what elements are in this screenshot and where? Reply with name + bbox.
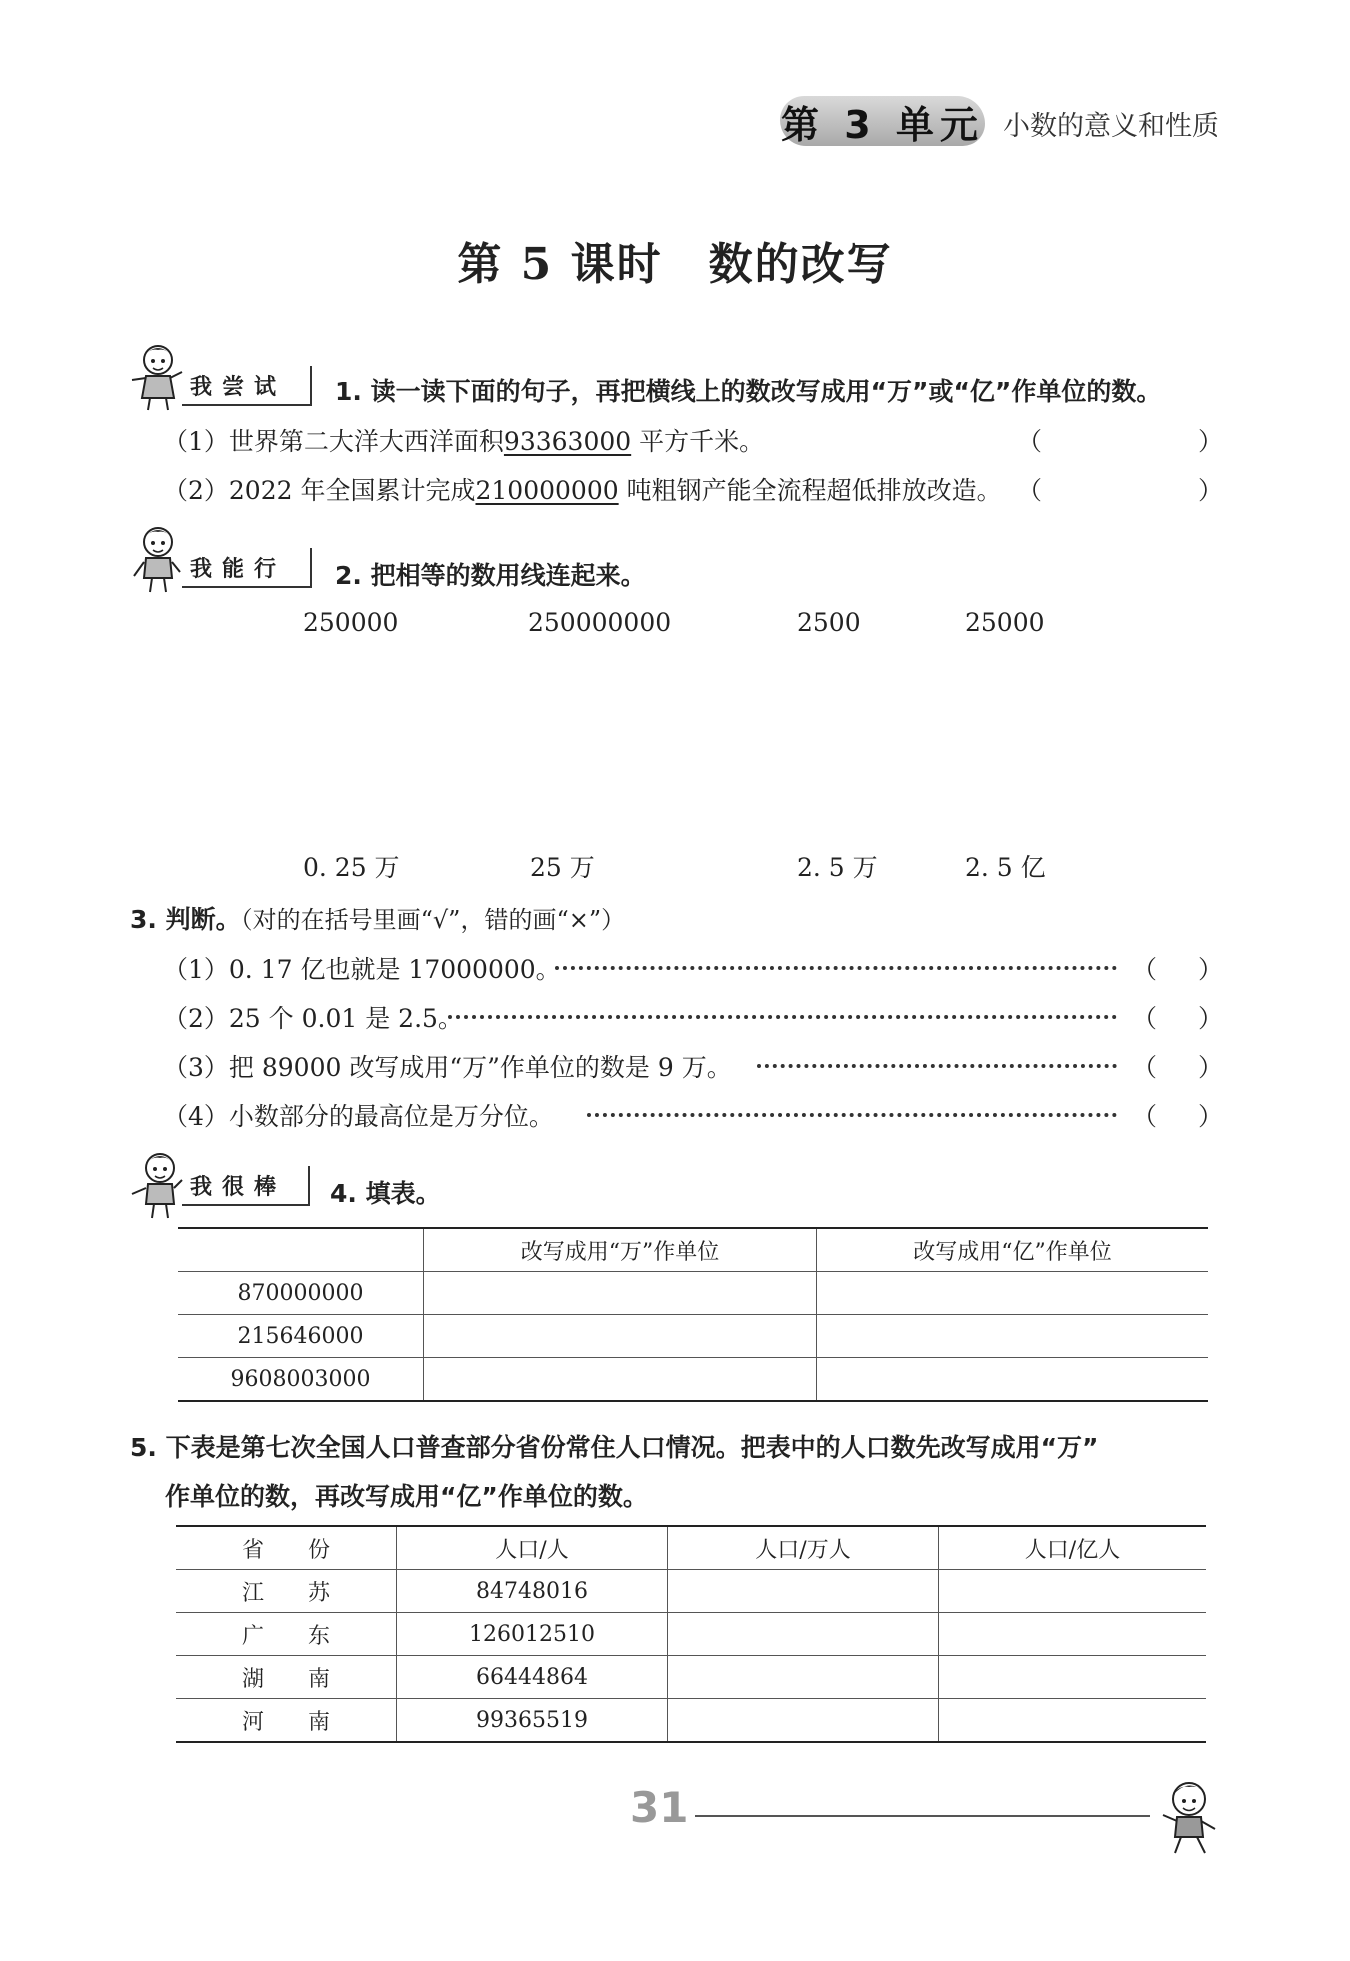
population-table	[176, 1525, 1206, 1743]
dot-leader	[587, 1113, 1117, 1117]
answer-cell[interactable]	[668, 1613, 939, 1656]
q1-item-2-close: ）	[1198, 476, 1224, 505]
q3-item-4-close: ）	[1198, 1102, 1224, 1131]
table-header-cell	[178, 1228, 424, 1272]
population-cell: 99365519	[397, 1699, 668, 1743]
table-header-row	[176, 1526, 1206, 1570]
answer-cell[interactable]	[424, 1315, 817, 1358]
table-cell-number: 870000000	[178, 1272, 424, 1315]
population-cell: 66444864	[397, 1656, 668, 1699]
dot-leader	[448, 1015, 1117, 1019]
q3-item-3-close: ）	[1198, 1053, 1224, 1082]
q3-item-2: （2）25 个 0.01 是 2.5。	[163, 1004, 463, 1033]
table-header-cell: 人口/万人	[668, 1526, 939, 1570]
q3-item-3: （3）把 89000 改写成用“万”作单位的数是 9 万。	[163, 1053, 732, 1082]
answer-cell[interactable]	[939, 1656, 1207, 1699]
population-cell: 126012510	[397, 1613, 668, 1656]
bottom-number: 0. 25 万	[303, 853, 400, 882]
population-cell: 84748016	[397, 1570, 668, 1613]
dot-leader	[555, 966, 1117, 970]
section-tag-try: 我尝试	[182, 366, 312, 406]
table-row	[178, 1358, 1208, 1402]
fill-table	[178, 1227, 1208, 1402]
answer-cell[interactable]	[817, 1358, 1209, 1402]
table-row	[176, 1613, 1206, 1656]
mascot-boy-icon	[1155, 1775, 1225, 1857]
table-row	[176, 1570, 1206, 1613]
table-header-row	[178, 1228, 1208, 1272]
table-row	[176, 1699, 1206, 1743]
table-header-cell: 人口/亿人	[939, 1526, 1207, 1570]
table-row	[178, 1315, 1208, 1358]
q3-item-4-open: （	[1132, 1102, 1158, 1131]
footer-rule	[695, 1815, 1150, 1817]
question-4: 4. 填表。	[330, 1179, 441, 1208]
q1-item-1-close: ）	[1198, 427, 1224, 456]
answer-cell[interactable]	[817, 1272, 1209, 1315]
top-number: 250000	[303, 608, 399, 637]
bottom-number: 25 万	[530, 853, 595, 882]
answer-cell[interactable]	[424, 1358, 817, 1402]
answer-cell[interactable]	[939, 1613, 1207, 1656]
section-tag-great: 我很棒	[182, 1166, 310, 1206]
q3-item-1: （1）0. 17 亿也就是 17000000。	[163, 955, 561, 984]
top-number: 25000	[965, 608, 1045, 637]
q3-item-1-open: （	[1132, 955, 1158, 984]
answer-cell[interactable]	[817, 1315, 1209, 1358]
page-number: 31	[630, 1783, 689, 1832]
table-header-cell: 人口/人	[397, 1526, 668, 1570]
mascot-girl-icon	[128, 340, 184, 412]
section-tag-can: 我能行	[182, 548, 312, 588]
q3-item-2-open: （	[1132, 1004, 1158, 1033]
q3-item-4: （4）小数部分的最高位是万分位。	[163, 1102, 554, 1131]
lesson-title: 第 5 课时 数的改写	[457, 239, 893, 290]
answer-cell[interactable]	[939, 1699, 1207, 1743]
question-5-line-2: 作单位的数，再改写成用“亿”作单位的数。	[165, 1482, 648, 1511]
table-row	[178, 1272, 1208, 1315]
province-cell: 江 苏	[176, 1570, 397, 1613]
unit-title: 小数的意义和性质	[1003, 111, 1219, 142]
question-1: 1. 读一读下面的句子，再把横线上的数改写成用“万”或“亿”作单位的数。	[335, 377, 1162, 406]
q1-item-1-open: （	[1017, 427, 1043, 456]
top-number: 250000000	[528, 608, 672, 637]
q1-item-1: （1）世界第二大洋大西洋面积93363000 平方千米。	[163, 427, 765, 456]
answer-cell[interactable]	[939, 1570, 1207, 1613]
q1-item-2-open: （	[1017, 476, 1043, 505]
table-header-cell: 改写成用“万”作单位	[424, 1228, 817, 1272]
province-cell: 广 东	[176, 1613, 397, 1656]
top-number: 2500	[797, 608, 861, 637]
answer-cell[interactable]	[424, 1272, 817, 1315]
province-cell: 湖 南	[176, 1656, 397, 1699]
question-5-line-1: 5. 下表是第七次全国人口普查部分省份常住人口情况。把表中的人口数先改写成用“万”	[130, 1433, 1099, 1462]
table-row	[176, 1656, 1206, 1699]
answer-cell[interactable]	[668, 1656, 939, 1699]
unit-badge: 第 3 单元	[780, 96, 985, 146]
q3-item-3-open: （	[1132, 1053, 1158, 1082]
question-2: 2. 把相等的数用线连起来。	[335, 561, 646, 590]
bottom-number: 2. 5 亿	[965, 853, 1046, 882]
province-cell: 河 南	[176, 1699, 397, 1743]
question-3: 3. 判断。（对的在括号里画“√”，错的画“×”）	[130, 905, 626, 934]
q3-item-2-close: ）	[1198, 1004, 1224, 1033]
table-header-cell: 改写成用“亿”作单位	[817, 1228, 1209, 1272]
bottom-number: 2. 5 万	[797, 853, 878, 882]
dot-leader	[757, 1064, 1117, 1068]
q3-item-1-close: ）	[1198, 955, 1224, 984]
table-cell-number: 215646000	[178, 1315, 424, 1358]
answer-cell[interactable]	[668, 1570, 939, 1613]
table-cell-number: 9608003000	[178, 1358, 424, 1402]
mascot-girl-icon	[130, 1148, 186, 1220]
q1-item-2: （2）2022 年全国累计完成210000000 吨粗钢产能全流程超低排放改造。	[163, 476, 1002, 505]
answer-cell[interactable]	[668, 1699, 939, 1743]
table-header-cell: 省 份	[176, 1526, 397, 1570]
mascot-girl-icon	[128, 522, 184, 594]
